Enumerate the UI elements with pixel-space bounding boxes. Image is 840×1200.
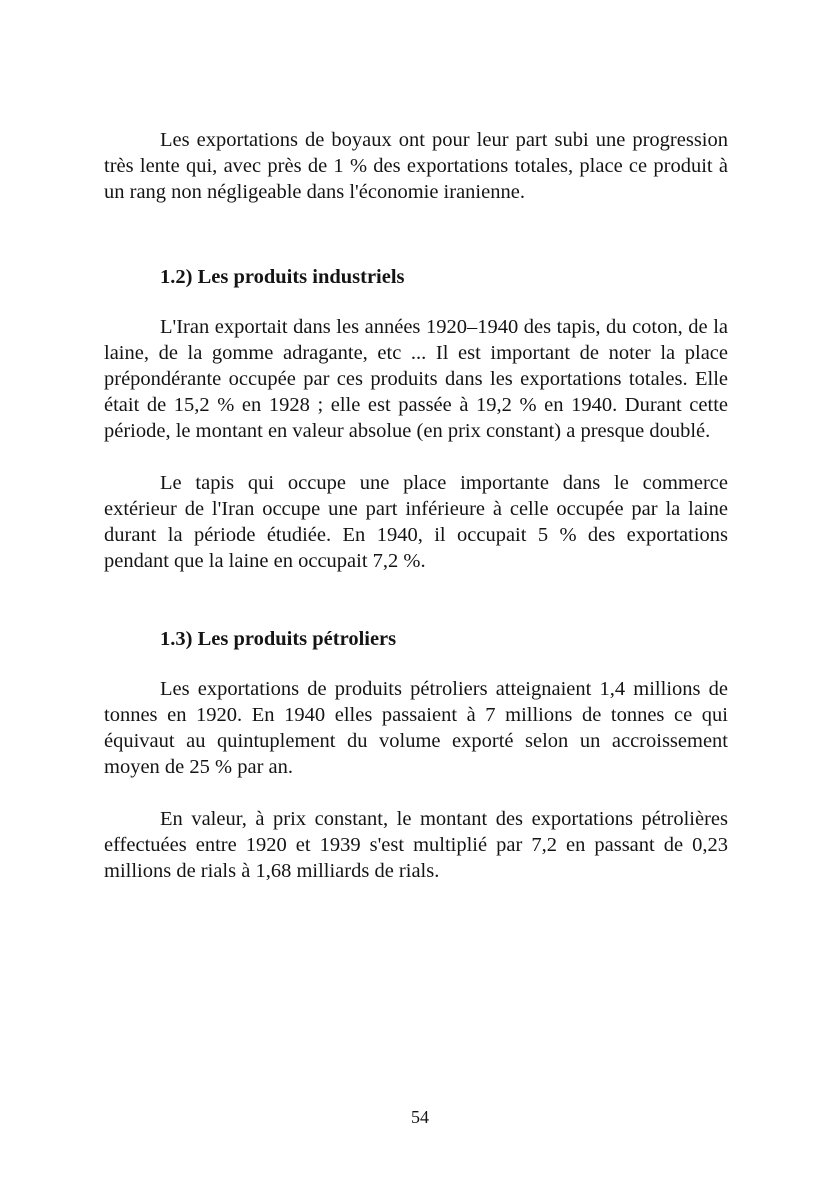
paragraph-valeur-exportations: En valeur, à prix constant, le montant des exportations pétrolières effectuées entre 1920 et 1939 s'est multiplié par 7,2 en passant de 0,23 millions de rials à 1,68 milliards de rials. <box>104 808 728 882</box>
paragraph-boyaux: Les exportations de boyaux ont pour leur part subi une progression très lente qui, avec près de 1 % des exportations totales, place ce produit à un rang non négligeable dans l'économie iranienne. <box>104 129 728 203</box>
page-number: 54 <box>411 1107 429 1127</box>
paragraph-produits-petroliers: Les exportations de produits pétroliers atteignaient 1,4 millions de tonnes en 1920. En 1940 elles passaient à 7 millions de tonnes ce qui équivaut au quintuplement du volume exporté selon un accroissement moyen de 25 % par an. <box>104 678 728 778</box>
paragraph-tapis: Le tapis qui occupe une place importante dans le commerce extérieur de l'Iran occupe une part inférieure à celle occupée par la laine durant la période étudiée. En 1940, il occupait 5 % des exportations pendant que la laine en occupait 7,2 %. <box>104 472 728 572</box>
section-heading-produits-industriels: 1.2) Les produits industriels <box>160 266 405 288</box>
section-heading-produits-petroliers: 1.3) Les produits pétroliers <box>160 628 397 650</box>
paragraph-produits-industriels: L'Iran exportait dans les années 1920–1940 des tapis, du coton, de la laine, de la gomme adragante, etc ... Il est important de noter la place prépondérante occupée par ces produits dans les exportations totales. Elle était de 15,2 % en 1928 ; elle est passée à 19,2 % en 1940. Durant cette période, le montant en valeur absolue (en prix constant) a presque doublé. <box>104 316 728 442</box>
page-content <box>104 127 728 884</box>
